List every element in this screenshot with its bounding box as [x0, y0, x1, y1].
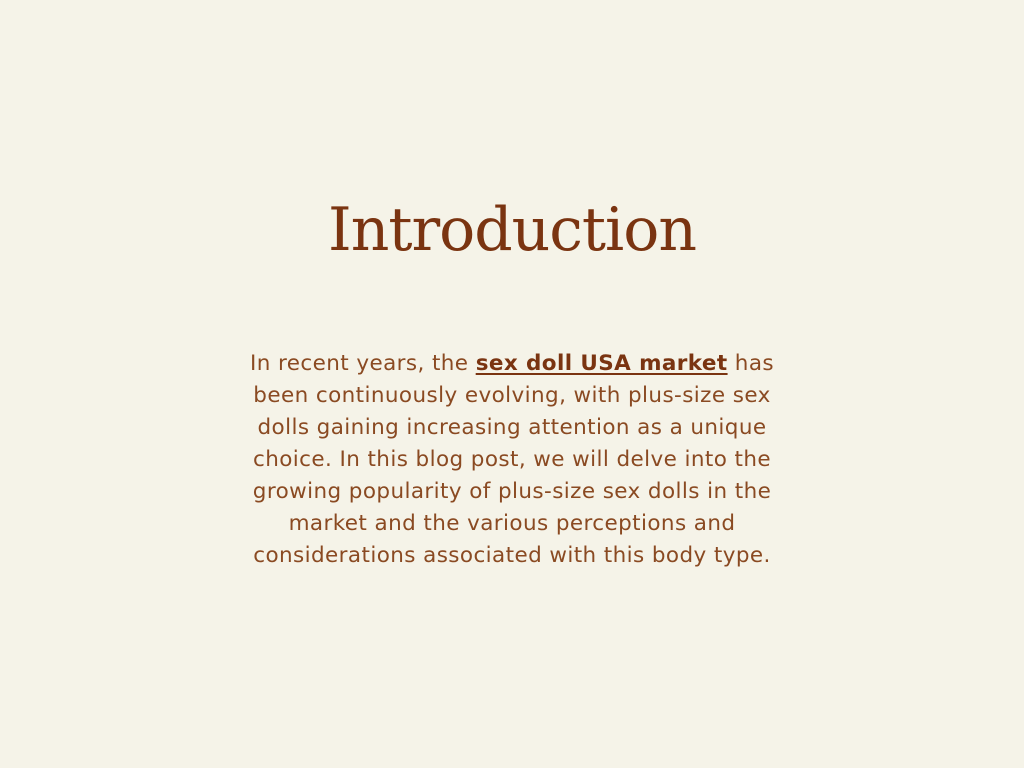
sex-doll-usa-market-link[interactable]: sex doll USA market	[475, 351, 728, 376]
paragraph-text-end: has been continuously evolving, with plus-size sex dolls gaining increasing attention as a unique choice. In this blog post, we will delve into the growing popularity of plus-size sex dolls in the market and the various perceptions and considerations associated with this body type.	[252, 351, 775, 568]
paragraph-text-start: In recent years, the	[249, 351, 476, 376]
intro-paragraph	[232, 348, 792, 572]
slide-title: Introduction	[328, 195, 696, 265]
